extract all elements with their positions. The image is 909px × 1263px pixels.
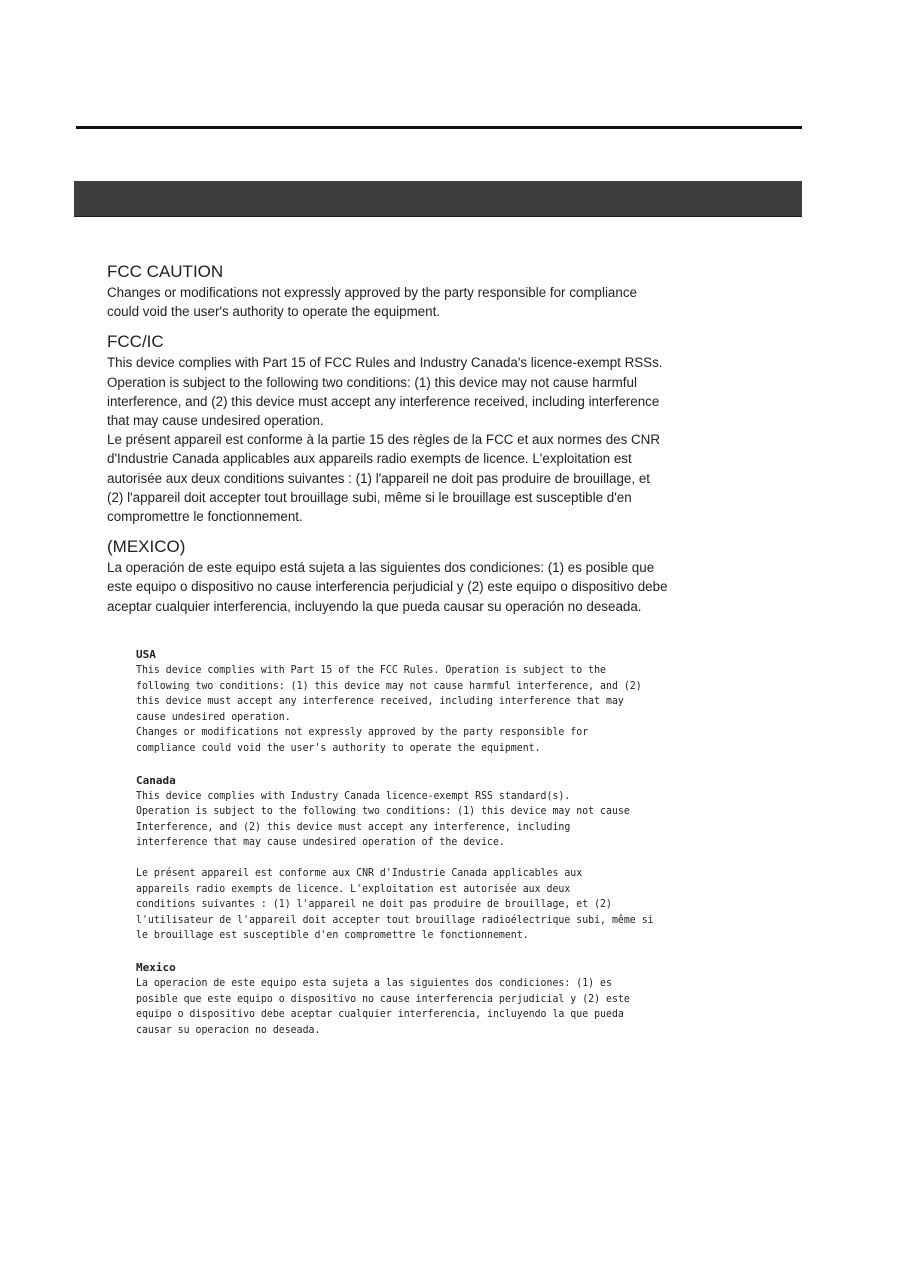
mexico-regional-line: equipo o dispositivo debe aceptar cualquier interferencia, incluyendo la que pueda xyxy=(136,1009,624,1021)
fcc-ic-line: autorisée aux deux conditions suivantes : (1) l'appareil ne doit pas produire de brouillage, et xyxy=(107,470,650,486)
mexico-line: este equipo o dispositivo no cause interferencia perjudicial y (2) este equipo o dispositivo debe xyxy=(107,579,668,595)
fcc-ic-line: interference, and (2) this device must accept any interference received, including interference xyxy=(107,393,660,409)
fcc-ic-line: This device complies with Part 15 of FCC Rules and Industry Canada's licence-exempt RSSs. xyxy=(107,355,663,371)
fcc-ic-line: d'Industrie Canada applicables aux appareils radio exempts de licence. L'exploitation est xyxy=(107,451,632,467)
section-header-bar xyxy=(74,181,802,217)
canada-french-line: le brouillage est susceptible d'en compromettre le fonctionnement. xyxy=(136,930,529,942)
fcc-ic-line: that may cause undesired operation. xyxy=(107,413,324,429)
fcc-caution-heading: FCC CAUTION xyxy=(107,262,224,281)
fcc-ic-heading: FCC/IC xyxy=(107,332,164,352)
usa-line: following two conditions: (1) this device may not cause harmful interference, and (2) xyxy=(136,680,642,692)
mexico-regional-line: La operacion de este equipo esta sujeta a las siguientes dos condiciones: (1) es xyxy=(136,977,612,989)
fcc-ic-line: compromettre le fonctionnement. xyxy=(107,509,303,525)
mexico-regional-line: causar su operacion no deseada. xyxy=(136,1024,321,1036)
compliance-statement-block xyxy=(107,262,777,616)
fcc-caution-line: could void the user's authority to operate the equipment. xyxy=(107,304,441,320)
mexico-heading: (MEXICO) xyxy=(107,537,186,557)
canada-line: interference that may cause undesired operation of the device. xyxy=(136,837,505,849)
fcc-ic-line: Le présent appareil est conforme à la partie 15 des règles de la FCC et aux normes des CNR xyxy=(107,432,661,448)
fcc-ic-line: (2) l'appareil doit accepter tout brouillage subi, même si le brouillage est susceptible d'en xyxy=(107,489,632,505)
usa-line: Changes or modifications not expressly approved by the party responsible for xyxy=(136,727,589,739)
usa-heading: USA xyxy=(136,648,156,661)
canada-french-line: conditions suivantes : (1) l'appareil ne doit pas produire de brouillage, et (2) xyxy=(136,899,612,911)
fcc-caution-line: Changes or modifications not expressly approved by the party responsible for compliance xyxy=(107,285,637,300)
usa-line: This device complies with Part 15 of the FCC Rules. Operation is subject to the xyxy=(136,665,607,676)
mexico-line: La operación de este equipo está sujeta a las siguientes dos condiciones: (1) es posible que xyxy=(107,560,655,576)
usa-line: cause undesired operation. xyxy=(136,711,291,723)
mexico-regional-heading: Mexico xyxy=(136,960,176,974)
canada-heading: Canada xyxy=(136,773,176,787)
mexico-line: aceptar cualquier interferencia, incluyendo la que pueda causar su operación no deseada. xyxy=(107,598,642,614)
usa-line: this device must accept any interference received, including interference that may xyxy=(136,696,624,708)
fcc-ic-line: Operation is subject to the following two conditions: (1) this device may not cause harmful xyxy=(107,374,637,390)
canada-french-line: appareils radio exempts de licence. L'exploitation est autorisée aux deux xyxy=(136,883,571,895)
canada-line: Operation is subject to the following two conditions: (1) this device may not cause xyxy=(136,806,630,818)
canada-french-line: l'utilisateur de l'appareil doit accepter tout brouillage radioélectrique subi, même si xyxy=(136,914,654,926)
regional-statement-block xyxy=(136,646,756,1038)
canada-line: This device complies with Industry Canada licence-exempt RSS standard(s). xyxy=(136,790,571,802)
mexico-regional-line: posible que este equipo o dispositivo no cause interferencia perjudicial y (2) este xyxy=(136,993,630,1005)
usa-line: compliance could void the user's authority to operate the equipment. xyxy=(136,742,541,754)
top-rule xyxy=(76,126,802,129)
canada-french-line: Le présent appareil est conforme aux CNR d'Industrie Canada applicables aux xyxy=(136,867,583,879)
canada-line: Interference, and (2) this device must accept any interference, including xyxy=(136,821,571,833)
